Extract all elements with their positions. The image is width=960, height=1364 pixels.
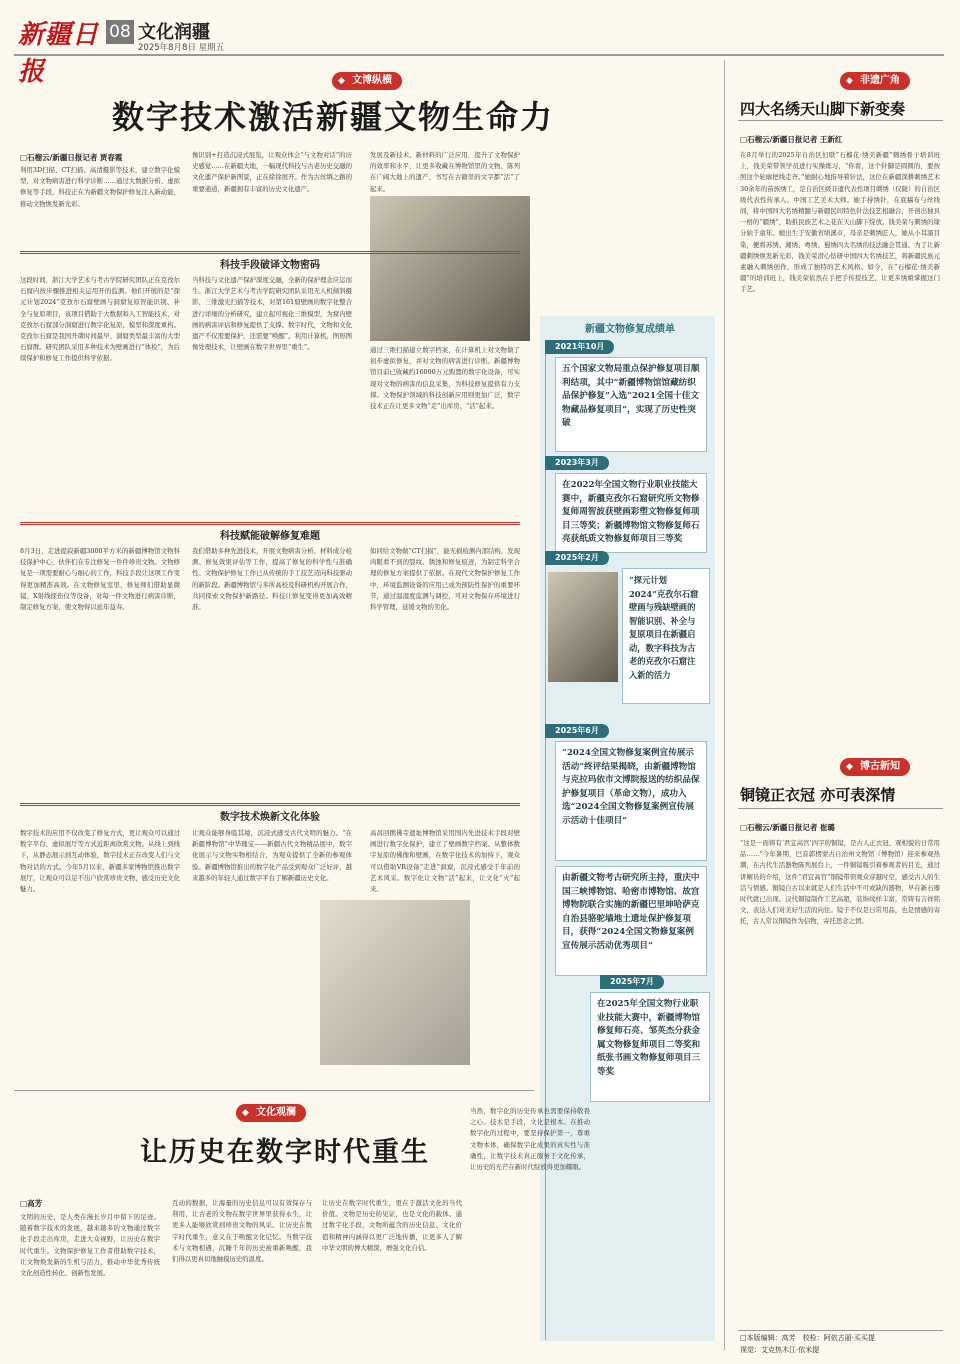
section1-rule xyxy=(20,251,520,254)
section2-col1: 8月3日，走进提寂新疆3000平方米的新疆博物馆文物科技保护中心，伙伴们在专注修复一件件珍贵文物。文物修复是一项需要耐心与细心的工作，科技手段让这项工作变得更加精准高效。在文物修复室里，修复师们借助显微镜、X射线探伤仪等设备，对每一件文物进行病害诊断，制定修复方案，使文物得以延年益寿。 xyxy=(20,547,180,612)
section1-col1: 这段时间，浙江大学艺术与考古学院研究团队正在克孜尔石窟内按步骤推进相关运用开的监测。他们开展的是“探元计划2024”克孜尔石窟壁画与洞窟复原智能识别、补全与复原项目，该项目借助于大数据和人工智能技术，对克孜尔石窟部分洞窟进行数字化复原、模型和深度重构。克孜尔石窟是我国开凿时间最早、洞窟类型最丰富的大型石窟群。研究团队采用多种技术为壁画进行“体检”，为后续保护和修复工作提供科学依据。 xyxy=(20,276,180,363)
section3-title: 数字技术焕新文化体验 xyxy=(220,812,320,823)
page-number: 08 xyxy=(106,20,134,44)
right-top-tag: ◆ 非遗广角 xyxy=(840,72,910,90)
issue-date: 2025年8月8日 星期五 xyxy=(138,43,225,53)
timeline-photo-mural xyxy=(548,572,618,682)
footer-rule xyxy=(738,1330,943,1331)
timeline-event-4: “2024全国文物修复案例宣传展示活动”终评结果揭晓，由新疆博物馆与克拉玛依市文博院报送的纺织品保护修复项目（革命文物），成功入选“2024全国文物修复案例宣传展示活动十佳项目” xyxy=(555,741,707,861)
timeline-date-6: 2025年7月 xyxy=(600,975,664,989)
section3-col2: 让观众能够身临其境，沉浸式感受古代文明的魅力。“在新疆博物馆”中华瑰宝——新疆古代文物精品展中，数字化展示与文物实物相结合，为观众提供了全新的参观体验。新疆博物馆推出的数字化产品受到观众广泛好评，越来越多的年轻人通过数字平台了解新疆历史文化。 xyxy=(192,829,352,882)
section1-col2: 当科技与文化遗产保护深度交融，全新的保护理念应运而生。浙江大学艺术与考古学院研究团队采用无人机倾斜摄影、三维激光扫描等技术，对第161窟壁画的数字化整合进行详细的分析研究，建立起可视化三维模型，为窟内壁画的病害评估和修复提供了支撑。数字时代，文物和文化遗产不仅需要保护，还需要“唤醒”。利用计算机、图形图像处理技术，让壁画在数字世界里“重生”。 xyxy=(192,276,352,352)
timeline-title: 新疆文物修复成绩单 xyxy=(585,324,675,335)
section2-col3: 如同给文物做“CT扫描”，能无损检测内部结构，发现肉眼看不到的裂纹、锈蚀和修复痕迹，为制定科学合理的修复方案提供了依据。在现代文物保护修复工作中，环境监测设备的应用已成为预防性保护的重要环节，通过温湿度监测与调控，可对文物保存环境进行科学管理，延缓文物的劣化。 xyxy=(370,547,520,612)
newspaper-logo: 新疆日报 xyxy=(18,20,100,87)
timeline-date-2: 2023年3月 xyxy=(545,456,609,470)
bottom-article-tag: ◆ 文化观澜 xyxy=(236,1104,306,1122)
right-bottom-tag: ◆ 博古新知 xyxy=(840,758,910,776)
right-column-divider xyxy=(724,60,725,1350)
right-bottom-rule xyxy=(738,808,943,809)
bottom-col3: 让历史在数字时代重生，更在于激活文化的当代价值。文物是历史的见证，也是文化的载体。通过数字化手段，文物所蕴含的历史信息、文化价值和精神内涵得以更广泛地传播，让更多人了解中华文明的博大精深，增强文化自信。 xyxy=(322,1199,462,1252)
main-article-tag: ◆ 文博纵横 xyxy=(332,72,402,90)
timeline-event-1: 五个国家文物局重点保护修复项目顺利结项，其中“新疆博物馆馆藏纺织品保护修复”入选“2021全国十佳文物藏品修复项目”，实现了历史性突破 xyxy=(555,357,707,452)
section1-title: 科技手段破译文物密码 xyxy=(220,260,320,271)
section2-title: 科技赋能破解修复难题 xyxy=(220,531,320,542)
timeline-event-3: “探元计划2024”克孜尔石窟壁画与残缺壁画的智能识别、补全与复原项目在新疆启动，数字科技为古老的克孜尔石窟注入新的活力 xyxy=(622,568,710,704)
right-bottom-byline: □石榴云/新疆日报记者 崔璐 xyxy=(740,823,835,832)
bottom-article-rule xyxy=(14,1090,534,1091)
right-top-headline: 四大名绣天山脚下新变奏 xyxy=(740,100,906,118)
main-headline: 数字技术激活新疆文物生命力 xyxy=(112,98,555,136)
section2-rule xyxy=(20,522,520,525)
section3-rule xyxy=(20,803,520,806)
section-title: 文化润疆 xyxy=(138,22,210,43)
timeline-event-2: 在2022年全国文物行业职业技能大赛中，新疆克孜尔石窟研究所文物修复师周智波获壁画彩塑文物修复师项目三等奖；新疆博物馆文物修复师石亮获纸质文物修复师项目三等奖 xyxy=(555,473,707,553)
bottom-col2: 互动的数据，让海量的历史信息可以有效保存与利用，让古老的文物在数字世界里获得永生，让更多人能够欣赏到珍贵文物的风采。让历史在数字时代重生，意义在于唤醒文化记忆。当数字技术与文物相遇，沉睡千年的历史被重新唤醒，我们得以更真切地触摸历史的温度。 xyxy=(172,1199,312,1264)
masthead-rule xyxy=(14,54,944,56)
right-bottom-headline: 铜镜正衣冠 亦可表深情 xyxy=(740,786,896,804)
section3-col3: 高昌回鹘佛寺遗址博物馆采用国内先进技术手段对壁画进行数字化保护，建立了壁画数字档案。从整体数字复原的佛像和壁画，在数字化技术的加持下，观众可以借助VR设备“走进”洞窟，沉浸式感受千年前的艺术风采。数字化让文物“活”起来，让文化“火”起来。 xyxy=(370,829,520,894)
bottom-col4: 当然，数字化的历史传承也需要保持敬畏之心。技术是手段，文化是根本。在推动数字化的过程中，要坚持保护第一，尊重文物本体，确保数字化成果的真实性与准确性，让数字技术真正服务于文化传承，让历史的光芒在新时代绽放得更加耀眼。 xyxy=(470,1107,590,1172)
right-bottom-body: “这是一面铸有‘君宜高官’四字的铜镜，是古人正衣冠、观相貌的日常用品……”今年暑期，巴音郭楞蒙古自治州文物馆（博物馆）迎来参观热潮，在古代生活器物陈列展台上，一件铜镜吸引着参观者的目光，通过讲解员的介绍，这件“君宜高官”铜镜带领观众穿越时空，感受古人的生活与情感。铜镜自古以来就是人们生活中不可或缺的器物，早在新石器时代就已出现。汉代铜镜制作工艺高超，装饰纹样丰富，常铸有吉祥铭文，表达人们对美好生活的向往。镜子不仅是日常用品，也是情感的寄托，古人常以铜镜作为信物，寄托思念之情。 xyxy=(740,839,940,926)
right-top-body: 在8月举行的2025年自治区妇联“石榴花·绣美新疆”刺绣骨干培训班上，钱美荣带领学员进行实操练习，“你看，这个针脚是圆圆的，要按照这个轮廓把线走齐。”她耐心地指导着针法，这位在新疆深耕刺绣艺术30余年的苗族绣工，是自治区级非遗代表性项目刺绣（仪陇）的自治区级代表性传承人、中国工艺美术大师。她手持绣针，在底稿布与丝线间，将中国四大名绣精髓与新疆民间特色针法技艺相融合，开创出独具一格的“疆绣”，助推民族艺术之花在天山脚下绽放。钱美荣与刺绣的缘分始于童年。她出生于安徽省绩溪市，母亲是刺绣匠人，她从小耳濡目染，便将苏绣、湘绣、粤绣、蜀绣四大名绣的技法融会贯通。为了让新疆刺绣焕发新光彩，钱美荣潜心钻研中国四大名绣技艺，将新疆民族元素融入刺绣创作，形成了独特的艺术风格。如今，在“石榴花·绣美新疆”的培训班上，钱美荣依然在手把手传授技艺，让更多绣娘掌握这门手艺。 xyxy=(740,151,940,294)
main-byline: □石榴云/新疆日报记者 贾春霞 xyxy=(20,153,123,162)
right-top-rule xyxy=(738,120,943,121)
main-lead-col1: 利用3D扫描、CT扫描、高清摄影等技术，建立数字化模型，对文物病害进行科学诊断……通过大数据分析、虚拟修复等手段，科技正在为新疆文物保护修复注入新动能，推动文物焕发新光彩。 xyxy=(20,166,180,208)
footer-visual: 视觉：艾克热木江·依米提 xyxy=(740,1346,820,1354)
timeline-event-6: 在2025年全国文物行业职业技能大赛中，新疆博物馆修复师石亮、邹英杰分获金属文物修复师项目二等奖和纸张书画文物修复师项目三等奖 xyxy=(590,992,710,1102)
timeline-date-3: 2025年2月 xyxy=(545,551,609,565)
timeline-date-1: 2021年10月 xyxy=(545,340,614,354)
main-lead-col3: 发展及新技术、新材料的广泛应用，提升了文物保护的效率和水平，让更多收藏在博物馆里的文物、陈列在广阔大地上的遗产、书写在古籍里的文字都“活”了起来。 xyxy=(370,151,520,192)
bottom-col1: 文明的历史，是人类在漫长岁月中留下的足迹。随着数字技术的发展，越来越多的文物通过数字化手段走出库房，走进大众视野，让历史在数字时代重生。文物保护修复工作者借助数字技术，让文物焕发新的生机与活力，推动中华优秀传统文化创造性转化、创新性发展。 xyxy=(20,1213,160,1278)
timeline-date-4: 2025年6月 xyxy=(545,724,609,738)
main-lead-col2: 像识别+打造沉浸式展览，让观众体会“与文物对话”的历史感觉……在新疆大地，一幅现代科技与古老历史交融的文化遗产保护新图景，正在徐徐展开。作为古丝绸之路的重要通道，新疆拥有丰富的历史文化遗产。 xyxy=(192,151,352,193)
bottom-byline: □高芳 xyxy=(20,1199,43,1208)
section2-col2: 我们借助多种先进技术，开展文物病害分析、材料成分检测、修复效果评估等工作，提高了修复的科学性与准确性。文物保护修复工作已从传统的手工技艺迈向科技驱动的新阶段。新疆博物馆与多所高校及科研机构开展合作，共同探索文物保护新路径。科技让修复变得更加高效精准。 xyxy=(192,547,352,612)
main-photo-vr xyxy=(320,900,470,1065)
bottom-headline: 让历史在数字时代重生 xyxy=(140,1137,430,1168)
section1-col3: 通过三维扫描建立数字档案，在计算机上对文物做了初步虚拟修复，并对文物的病害进行诊断。新疆博物馆目前已收藏约16000万元购置的数字化设备，可实现对文物的病害的信息采集，为科技修复提供有力支撑。文物保护领域的科技创新应用则更加广泛，数字技术正在让更多文物“走”出库房、“活”起来。 xyxy=(370,346,520,411)
footer-editor: □本版编辑：高芳 校检：阿依古丽·买买提 xyxy=(740,1334,875,1342)
section3-col1: 数字技术的应用不仅改变了修复方式，更让观众可以通过数字平台、虚拟展厅等方式近距离欣赏文物。从线上到线下，从静态展示到互动体验，数字技术正在改变人们与文物对话的方式。今年5月以来，新疆多家博物馆推出数字展厅，让观众可以足不出户欣赏珍贵文物，感受历史文化魅力。 xyxy=(20,829,180,894)
right-top-byline: □石榴云/新疆日报记者 王新红 xyxy=(740,135,843,144)
timeline-event-5: 由新疆文物考古研究所主持，重庆中国三峡博物馆、哈密市博物馆、故宫博物院联合实施的新疆巴里坤哈萨克自治县骆驼墙地土遗址保护修复项目，获得“2024全国文物修复案例宣传展示活动优秀项目” xyxy=(555,866,707,976)
